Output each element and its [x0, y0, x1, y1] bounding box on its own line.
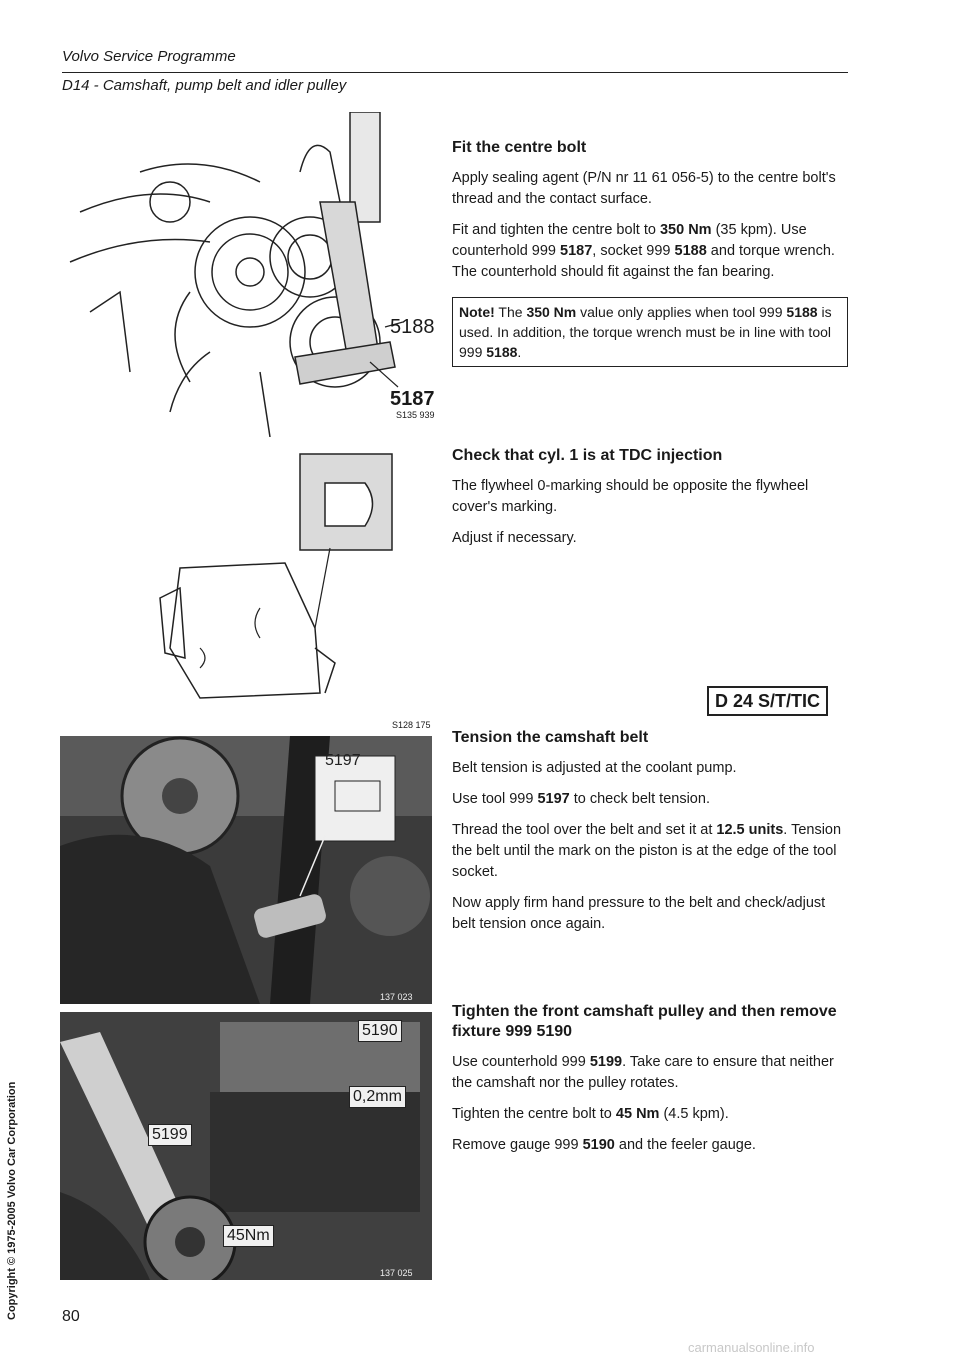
header-section: D14 - Camshaft, pump belt and idler pulley	[62, 77, 347, 94]
text-run-bold: 12.5 units	[716, 822, 784, 838]
text-run: and torque wrench. The counterhold should fit against the fan bearing.	[452, 243, 835, 280]
paragraph: Now apply firm hand pressure to the belt and check/adjust belt tension once again.	[452, 895, 826, 932]
note-label: Note!	[459, 304, 495, 320]
engine-variant-label: D 24 S/T/TIC	[707, 686, 828, 716]
fig1-label-5188: 5188	[390, 316, 435, 338]
fig4-label-torque: 45Nm	[223, 1225, 274, 1247]
fig4-label-feeler: 0,2mm	[349, 1086, 406, 1108]
section-title: Check that cyl. 1 is at TDC injection	[452, 447, 723, 464]
fig4-label-5199: 5199	[148, 1124, 192, 1146]
section-fit-centre-bolt	[452, 138, 848, 367]
paragraph	[452, 1135, 848, 1156]
figure-flywheel-drawing	[140, 448, 440, 713]
text-run-bold: 5190	[582, 1137, 615, 1153]
figure-flywheel-marking	[140, 448, 440, 733]
text-run: is used. In addition, the torque wrench must be in line with tool 999	[459, 304, 832, 360]
text-run: Thread the tool over the belt and set it at	[452, 822, 717, 838]
paragraph	[452, 789, 848, 810]
text-run: Use counterhold 999	[452, 1054, 590, 1070]
text-run: , socket 999	[592, 243, 675, 259]
paragraph	[452, 1104, 848, 1125]
paragraph	[452, 820, 848, 883]
text-run-bold: 5187	[560, 243, 593, 259]
text-run-bold: 5188	[786, 304, 818, 320]
section-title: Fit the centre bolt	[452, 139, 587, 156]
text-run-bold: 350 Nm	[526, 304, 577, 320]
text-run-bold: 5188	[486, 344, 518, 360]
watermark: carmanualsonline.info	[688, 1340, 815, 1355]
paragraph: Apply sealing agent (P/N nr 11 61 056-5) to the centre bolt's thread and the contact surface.	[452, 170, 836, 207]
fig1-ref: S135 939	[396, 410, 435, 420]
section-tension-belt	[452, 728, 848, 945]
text-run: Use tool 999	[452, 791, 538, 807]
text-run-bold: 5188	[674, 243, 707, 259]
header-programme: Volvo Service Programme	[62, 48, 236, 65]
page-number: 80	[62, 1308, 80, 1325]
text-run: value only applies when tool 999	[576, 304, 787, 320]
text-run-bold: 5199	[589, 1054, 623, 1070]
section-tighten-pulley	[452, 1002, 848, 1166]
fig3-ref: 137 023	[380, 992, 413, 1002]
section-title: Tighten the front camshaft pulley and then remove fixture 999 5190	[452, 1003, 837, 1040]
text-run: .	[517, 344, 522, 360]
figure-belt-tension-image	[60, 736, 432, 1004]
text-run: (35 kpm). Use counterhold 999	[452, 222, 807, 259]
text-run-bold: 350 Nm	[659, 222, 712, 238]
text-run: . Tension the belt until the mark on the piston is at the edge of the tool socket.	[452, 822, 842, 880]
section-check-tdc	[452, 446, 848, 559]
fig1-label-5187: 5187	[390, 388, 435, 410]
header-rule	[62, 72, 848, 73]
paragraph	[452, 1052, 848, 1094]
text-run: (4.5 kpm).	[659, 1106, 729, 1122]
paragraph: Adjust if necessary.	[452, 530, 577, 546]
fig4-label-5190: 5190	[358, 1020, 402, 1042]
note-box	[452, 297, 848, 367]
text-run: Remove gauge 999	[452, 1137, 583, 1153]
paragraph: Belt tension is adjusted at the coolant pump.	[452, 760, 737, 776]
paragraph: The flywheel 0-marking should be opposite the flywheel cover's marking.	[452, 478, 809, 515]
text-run: and the feeler gauge.	[614, 1137, 756, 1153]
paragraph	[452, 220, 848, 283]
fig4-ref: 137 025	[380, 1268, 413, 1278]
text-run: Tighten the centre bolt to	[452, 1106, 616, 1122]
text-run-bold: 5197	[537, 791, 570, 807]
fig2-ref: S128 175	[392, 720, 431, 730]
figure-counterhold-photo	[60, 1012, 432, 1280]
section-title: Tension the camshaft belt	[452, 729, 649, 746]
figure-fan-pulley	[60, 112, 440, 437]
figure-fan-pulley-drawing	[60, 112, 440, 437]
text-run: . Take care to ensure that neither the camshaft nor the pulley rotates.	[452, 1054, 834, 1091]
text-run: The	[494, 304, 527, 320]
text-run: Fit and tighten the centre bolt to	[452, 222, 660, 238]
fig3-label-5197: 5197	[325, 752, 361, 769]
copyright-notice: Copyright © 1975-2005 Volvo Car Corporation	[6, 1081, 18, 1320]
figure-belt-tension-photo	[60, 736, 432, 1004]
text-run-bold: 45 Nm	[615, 1106, 660, 1122]
text-run: to check belt tension.	[569, 791, 710, 807]
